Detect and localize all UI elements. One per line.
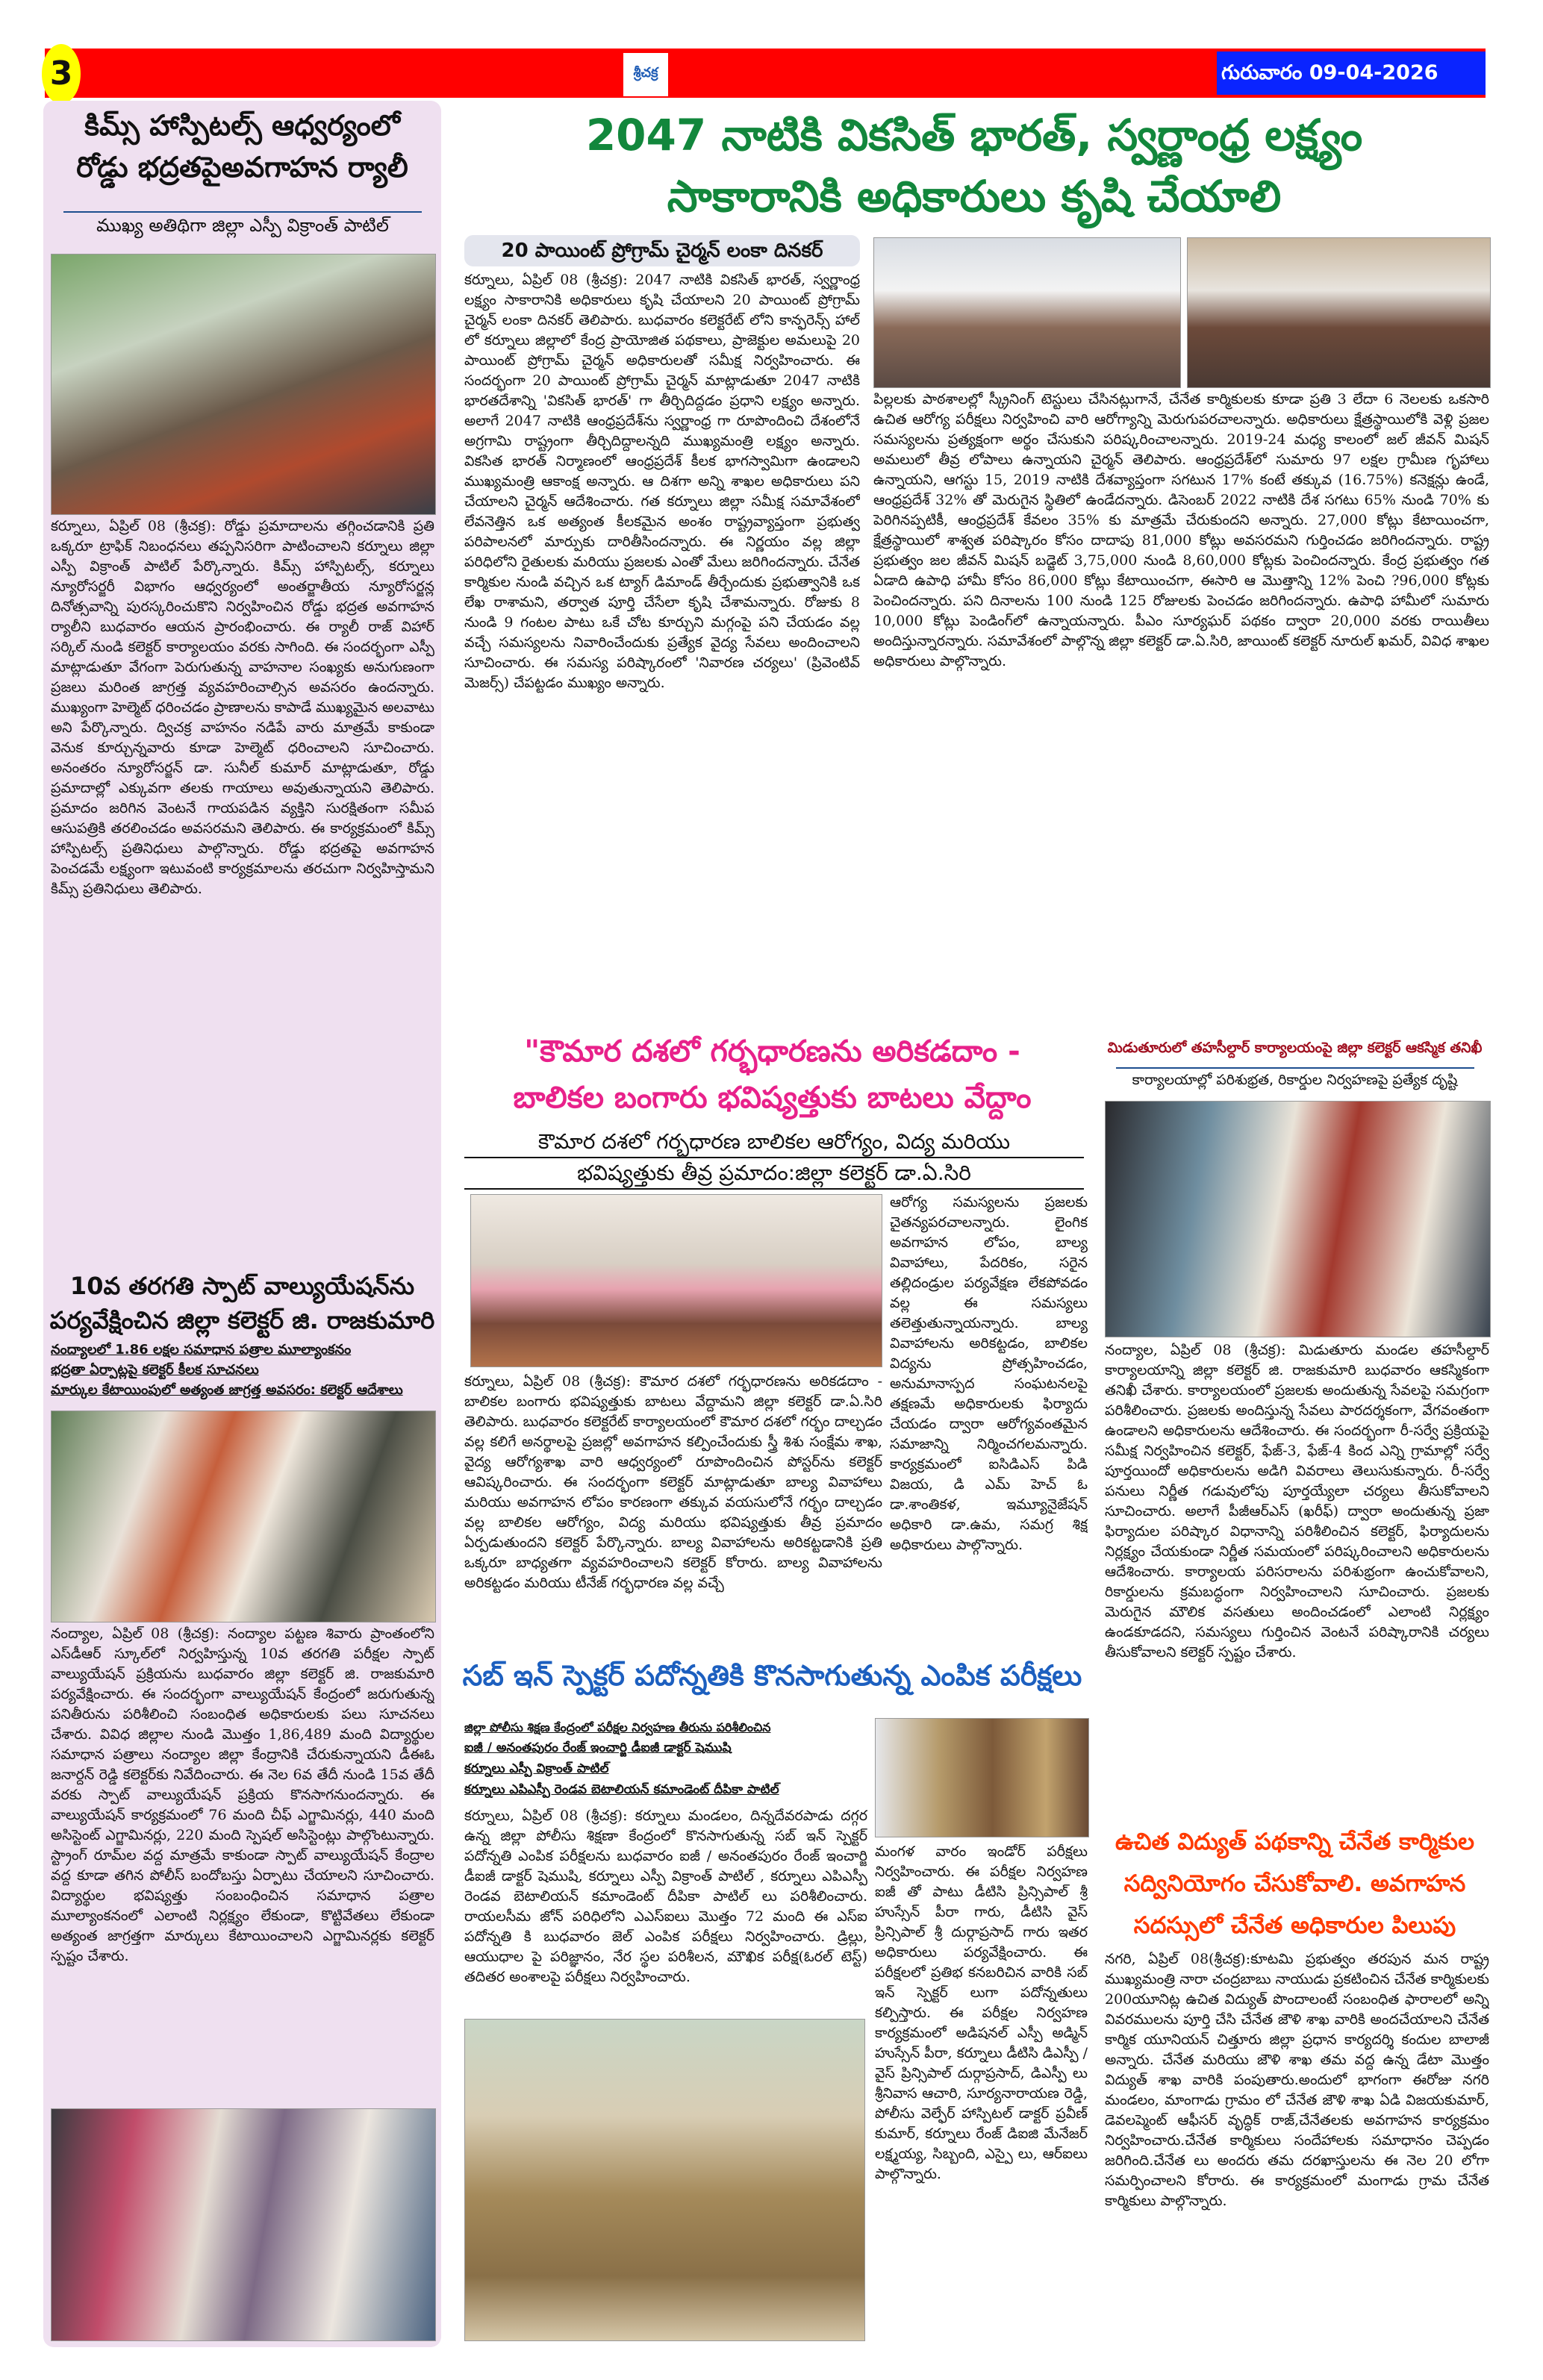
midutur-subhead: కార్యాలయాల్లో పరిశుభ్రత, రికార్డుల నిర్వహణపై ప్రత్యేక దృష్టి [1132, 1072, 1458, 1088]
midutur-headline: మిడుతూరులో తహసీల్దార్ కార్యాలయంపై జిల్లా కలెక్టర్ ఆకస్మిక తనిఖీ [1107, 1040, 1483, 1056]
spot-valuation-subheads: నంద్యాలలో 1.86 లక్షల సమాధాన పత్రాల మూల్యాంకనం భద్రతా ఏర్పాట్లపై కలెక్టర్ కీలక సూచనలు మార్కుల కేటాయింపులో అత్యంత జాగ్రత్త అవసరం: కలెక్టర్ ఆదేశాలు [51, 1342, 403, 1398]
police-drill-photo [464, 2019, 865, 2341]
teen-pregnancy-headline: "కౌమార దశలో గర్భధారణను అరికడదాం - బాలికల బంగారు భవిష్యత్తుకు బాటలు వేద్దాం [513, 1034, 1032, 1115]
kims-subhead: ముఖ్య అతిథిగా జిల్లా ఎస్పీ విక్రాంత్ పాటిల్ [96, 215, 389, 236]
masthead [45, 49, 1486, 98]
spot-valuation-body: నంద్యాల, ఏప్రిల్ 08 (శ్రీచక్ర): నంద్యాల పట్టణ శివారు ప్రాంతంలోని ఎస్‌డీఆర్ స్కూల్‌లో నిర్వహిస్తున్న 10వ తరగతి పరీక్షల స్పాట్ వాల్యుయేషన్ ప్రక్రియను బుధవారం జిల్లా కలెక్టర్ జి. రాజకుమారి పర్యవేక్షించారు. ఈ సందర్భంగా వాల్యుయేషన్ కేంద్రంలో జరుగుతున్న పనితీరును పరిశీలించి సంబంధిత అధికారులకు పలు సూచనలు చేశారు. వివిధ జిల్లాల నుండి మొత్తం 1,86,489 మంది విద్యార్థుల సమాధాన పత్రాలు నంద్యాల జిల్లా కేంద్రానికి చేరుకున్నాయని డీఈఓ జనార్దన్ రెడ్డి కలెక్టర్‌కు నివేదించారు. ఈ నెల 6వ తేదీ నుండి 15వ తేదీ వరకు స్పాట్ వాల్యుయేషన్ ప్రక్రియ కొనసాగనుందన్నారు. ఈ వాల్యుయేషన్ కార్యక్రమంలో 76 మంది చీఫ్ ఎగ్జామినర్లు, 440 మంది అసిస్టెంట్ ఎగ్జామినర్లు, 220 మంది స్పెషల్ అసిస్టెంట్లు పాల్గొంటున్నారు. స్ట్రాంగ్ రూమ్‌ల వద్ద మాత్రమే కాకుండా స్పాట్ వాల్యుయేషన్ కేంద్రాల వద్ద కూడా తగిన పోలీస్ బందోబస్తు ఏర్పాటు చేయాలని సూచించారు. విద్యార్థుల భవిష్యత్తు సంబంధించిన సమాధాన పత్రాల మూల్యాంకనంలో ఎలాంటి నిర్లక్ష్యం లేకుండా, కొట్టివేతలు లేకుండా అత్యంత జాగ్రత్తగా మార్కులు కేటాయించాలని ఎగ్జామినర్లకు కలెక్టర్ స్పష్టం చేశారు. [51, 1625, 434, 1964]
newspaper-logo: శ్రీచక్ర [623, 53, 668, 96]
issue-date: గురువారం 09-04-2026 [1221, 61, 1438, 84]
handloom-headline: ఉచిత విద్యుత్ పథకాన్ని చేనేత కార్మికుల సద్వినియోగం చేసుకోవాలి. అవగాహన సదస్సులో చేనేత అధికారుల పిలుపు [1115, 1828, 1475, 1939]
divider [1116, 1067, 1474, 1069]
teen-pregnancy-subhead: కౌమార దశలో గర్భధారణ బాలికల ఆరోగ్యం, విద్య మరియు భవిష్యత్తుకు తీవ్ర ప్రమాదం:జిల్లా కలెక్టర్ డా.ఏ.సిరి [464, 1127, 1084, 1190]
rally-photo [51, 254, 436, 515]
si-exam-headline: సబ్ ఇన్ స్పెక్టర్ పదోన్నతికి కొనసాగుతున్న ఎంపిక పరీక్షలు [462, 1659, 1082, 1692]
si-exam-subheads: జిల్లా పోలీసు శిక్షణ కేంద్రంలో పరీక్షల నిర్వహణ తీరును పరిశీలించిన ఐజీ / అనంతపురం రేంజ్ ఇంచార్జి డీఐజీ డాక్టర్ షెముషి కర్నూలు ఎస్పీ విక్రాంత్ పాటిల్ కర్నూలు ఎపిఎస్పీ రెండవ బెటాలియన్ కమాండెంట్ దీపికా పాటిల్ [464, 1720, 779, 1797]
kims-headline: కిమ్స్ హాస్పిటల్స్ ఆధ్వర్యంలో రోడ్డు భద్రతపైఅవగాహన ర్యాలీ [76, 109, 408, 184]
main-headline: 2047 నాటికి వికసిత్ భారత్, స్వర్ణాంధ్ర లక్ష్యం సాకారానికి అధికారులు కృషి చేయాలి [585, 110, 1363, 222]
divider [63, 211, 422, 213]
twenty-point-body-right: పిల్లలకు పాఠశాలల్లో స్క్రీనింగ్ టెస్టులు చేసినట్లుగానే, చేనేత కార్మికులకు కూడా ప్రతి 3 లేదా 6 నెలలకు ఒకసారి ఉచిత ఆరోగ్య పరీక్షలు నిర్వహించి వారి ఆరోగ్యాన్ని మెరుగుపరచాలన్నారు. అధికారులు క్షేత్రస్థాయిలోకి వెళ్లి ప్రజల సమస్యలను ప్రత్యక్షంగా అర్థం చేసుకుని పరిష్కరించాలన్నారు. 2019-24 మధ్య కాలంలో జల్ జీవన్ మిషన్ అమలులో తీవ్ర లోపాలు ఉన్నాయని చైర్మన్ తెలిపారు. ఆంధ్రప్రదేశ్‌లో సుమారు 97 లక్షల గ్రామీణ గృహాలు ఉన్నాయని, ఆగస్టు 15, 2019 నాటికి దేశవ్యాప్తంగా సగటున 17% కంటే తక్కువ (16.75%) కనెక్షన్లు ఉండే, ఆంధ్రప్రదేశ్ 32% తో మెరుగైన స్థితిలో ఉండేదన్నారు. డిసెంబర్ 2022 నాటికి దేశ సగటు 65% నుండి 70% కు పెరిగినప్పటికీ, ఆంధ్రప్రదేశ్ కేవలం 35% కు మాత్రమే చేరుకుందని అన్నారు. 27,000 కోట్లు కేటాయించగా, క్షేత్రస్థాయిలో శాశ్వత పరిష్కారం కోసం దాదాపు 81,000 కోట్లు అవసరమని గుర్తించడం జరిగిందన్నారు. రాష్ట్ర ప్రభుత్వం జల జీవన్ మిషన్ బడ్జెట్ 3,75,000 నుండి 8,60,000 కోట్లకు పెంచిందన్నారు. కేంద్ర ప్రభుత్వం గత ఏడాది ఉపాధి హామీ కోసం 86,000 కోట్లు కేటాయించగా, ఈసారి ఆ మొత్తాన్ని 12% పెంచి ?96,000 కోట్లకు పెంచిందన్నారు. పని దినాలను 100 నుండి 125 రోజులకు పెంచడం జరిగిందన్నారు. ఉపాధి హామీలో సుమారు 10,000 కోట్లు పెండింగ్‌లో ఉన్నాయన్నారు. పీఎం సూర్యఘర్ పథకం ద్వారా 20,000 వరకు రాయితీలు అందిస్తున్నారన్నారు. సమావేశంలో పాల్గొన్న జిల్లా కలెక్టర్ డా.ఏ.సిరి, జాయింట్ కలెక్టర్ నూరుల్ ఖమర్, వివిధ శాఖల అధికారులు పాల్గొన్నారు. [873, 391, 1489, 669]
midutur-body: నంద్యాల, ఏప్రిల్ 08 (శ్రీచక్ర): మిడుతూరు మండల తహసీల్దార్ కార్యాలయాన్ని జిల్లా కలెక్టర్ జి. రాజకుమారి బుధవారం ఆకస్మికంగా తనిఖీ చేశారు. కార్యాలయంలో ప్రజలకు అందుతున్న సేవలపై సమగ్రంగా పరిశీలించారు. ప్రజలకు అందిస్తున్న సేవలు పారదర్శకంగా, వేగవంతంగా ఉండాలని అధికారులను ఆదేశించారు. ఈ సందర్భంగా రీ-సర్వే ప్రక్రియపై సమీక్ష నిర్వహించిన కలెక్టర్, ఫేజ్-3, ఫేజ్-4 కింద ఎన్ని గ్రామాల్లో సర్వే పూర్తయిందో అధికారులను అడిగి వివరాలు తెలుసుకున్నారు. రీ-సర్వే పనులు నిర్ణీత గడువులోపు పూర్తయ్యేలా చర్యలు తీసుకోవాలని సూచించారు. అలాగే పీజీఆర్ఎస్ (ఖరీఫ్) ద్వారా అందుతున్న ప్రజా ఫిర్యాదుల పరిష్కార విధానాన్ని పరిశీలించిన కలెక్టర్, ఫిర్యాదులను నిర్లక్ష్యం చేయకుండా నిర్ణీత సమయంలో పరిష్కరించాలని అధికారులను ఆదేశించారు. కార్యాలయ పరిసరాలను పరిశుభ్రంగా ఉంచుకోవాలని, రికార్డులను క్రమబద్ధంగా నిర్వహించాలని సూచించారు. ప్రజలకు మెరుగైన మౌలిక వసతులు అందించడంలో ఎలాంటి నిర్లక్ష్యం ఉండకూడదని, సమస్యలు గుర్తించిన వెంటనే పరిష్కారానికి చర్యలు తీసుకోవాలని కలెక్టర్ స్పష్టం చేశారు. [1105, 1342, 1489, 1661]
collector-visit-photo [51, 2108, 436, 2341]
page-number: 3 [49, 54, 73, 93]
twenty-point-body-left: కర్నూలు, ఏప్రిల్ 08 (శ్రీచక్ర): 2047 నాటికి వికసిత్ భారత్, స్వర్ణాంధ్ర లక్ష్యం సాకారానికి అధికారులు కృషి చేయాలని 20 పాయింట్ ప్రోగ్రామ్ చైర్మన్ లంకా దినకర్ తెలిపారు. బుధవారం కలెక్టరేట్ లోని కాన్ఫరెన్స్ హాల్ లో కర్నూలు జిల్లాలో కేంద్ర ప్రాయోజిత పథకాలు, ప్రాజెక్టుల అమలుపై 20 పాయింట్ ప్రోగ్రామ్ చైర్మన్ అధికారులతో సమీక్ష నిర్వహించారు. ఈ సందర్భంగా 20 పాయింట్ ప్రోగ్రామ్ చైర్మన్ మాట్లాడుతూ 2047 నాటికి భారతదేశాన్ని 'వికసిత్ భారత్' గా తీర్చిదిద్దడం ప్రధాని లక్ష్యం అన్నారు. అలాగే 2047 నాటికి ఆంధ్రప్రదేశ్‌ను స్వర్ణాంధ్ర గా రూపొందించి దేశంలోనే అగ్రగామి రాష్ట్రంగా తీర్చిదిద్దాలన్నది ముఖ్యమంత్రి లక్ష్యం అన్నారు. వికసిత భారత్ నిర్మాణంలో ఆంధ్రప్రదేశ్ కీలక భాగస్వామిగా ఉండాలని ముఖ్యమంత్రి ఆకాంక్ష అన్నారు. ఆ దిశగా అన్ని శాఖల అధికారులు పని చేయాలని చైర్మన్ ఆదేశించారు. గత కర్నూలు జిల్లా సమీక్ష సమావేశంలో లేవనెత్తిన ఒక అత్యంత కీలకమైన అంశం రాష్ట్రవ్యాప్తంగా ప్రభుత్వ పరిపాలనలో మార్పుకు దారితీసిందన్నారు. ఈ నిర్ణయం వల్ల జిల్లా పరిధిలోని రైతులకు మరియు ప్రజలకు ఎంతో మేలు జరిగిందన్నారు. చేనేత కార్మికుల నుండి వచ్చిన ఒక ట్యాగ్ డిమాండ్ తీర్చేందుకు ప్రభుత్వానికి ఒక లేఖ రాశామని, తర్వాత పూర్తి చేసేలా కృషి చేశామన్నారు. రోజుకు 8 నుండి 9 గంటల పాటు ఒకే చోట కూర్చుని మగ్గంపై పని చేయడం వల్ల వచ్చే సమస్యలను నివారించేందుకు ప్రత్యేక వైద్య సేవలు అందించాలని సూచించారు. ఈ సమస్య పరిష్కారంలో 'నివారణ చర్యలు' (ప్రివెంటివ్ మెజర్స్) చేపట్టడం ముఖ్యం అన్నారు. [464, 272, 860, 691]
si-exam-body-side: మంగళ వారం ఇండోర్ పరీక్షలు నిర్వహించారు. ఈ పరీక్షల నిర్వహణ ఐజీ తో పాటు డీటిసి ప్రిన్సిపాల్ శ్రీ హుస్సేన్ పీరా గారు, డీటిసి వైస్ ప్రిన్సిపాల్ శ్రీ దుర్గాప్రసాద్ గారు ఇతర అధికారులు పర్యవేక్షించారు. ఈ పరీక్షలలో ప్రతిభ కనబరిచిన వారికి సబ్ ఇన్ స్పెక్టర్ లుగా పదోన్నతులు కల్పిస్తారు. ఈ పరీక్షల నిర్వహణ కార్యక్రమంలో అడిషనల్ ఎస్పీ అడ్మిన్ హుస్సేన్ పీరా, కర్నూలు డీటిసి డిఎస్పీ / వైస్ ప్రిన్సిపాల్ దుర్గాప్రసాద్, డిఎస్పీ లు శ్రీనివాస ఆచారి, సూర్యనారాయణ రెడ్డి, పోలీసు వెల్ఫేర్ హాస్పిటల్ డాక్టర్ ప్రవీణ్ కుమార్, కర్నూలు రేంజ్ డిఐజి మేనేజర్ లక్ష్మయ్య, సిబ్బంది, ఎస్పై లు, ఆర్ఐలు పాల్గొన్నారు. [875, 1843, 1088, 2182]
tahsildar-office-photo [1105, 1101, 1491, 1337]
review-meeting-photo-1 [873, 237, 1181, 388]
review-meeting-photo-2 [1187, 237, 1491, 388]
valuation-photo [51, 1411, 436, 1622]
si-exam-body: కర్నూలు, ఏప్రిల్ 08 (శ్రీచక్ర): కర్నూలు మండలం, దిన్నదేవరపాడు దగ్గర ఉన్న జిల్లా పోలీసు శిక్షణా కేంద్రంలో కొనసాగుతున్న సబ్ ఇన్ స్పెక్టర్ పదోన్నతి ఎంపిక పరీక్షలను బుధవారం ఐజీ / అనంతపురం రేంజ్ ఇంచార్జి డీఐజీ డాక్టర్ షెముషి, కర్నూలు ఎస్పీ విక్రాంత్ పాటిల్ , కర్నూలు ఎపిఎస్పీ రెండవ బెటాలియన్ కమాండెంట్ దీపికా పాటిల్ లు పరిశీలించారు. రాయలసీమ జోన్ పరిధిలోని ఎఎస్ఐలు మొత్తం 72 మంది ఈ ఎస్ఐ పదోన్నతి కి బుధవారం జెల్ ఎంపిక పరీక్షలు నిర్వహించారు. డ్రిల్లు, ఆయుధాల పై పరిజ్ఞానం, నేర స్థల పరిశీలన, మౌఖిక పరీక్ష(ఓరల్ టెస్ట్) తదితర అంశాలపై పరీక్షలు నిర్వహించారు. [464, 1808, 867, 1985]
date-box [1217, 51, 1486, 95]
exam-interview-photo [875, 1718, 1089, 1837]
kims-body: కర్నూలు, ఏప్రిల్ 08 (శ్రీచక్ర): రోడ్డు ప్రమాదాలను తగ్గించడానికి ప్రతి ఒక్కరూ ట్రాఫిక్ నిబంధనలు తప్పనిసరిగా పాటించాలని కర్నూలు జిల్లా ఎస్పీ విక్రాంత్ పాటిల్ పేర్కొన్నారు. కిమ్స్ హాస్పిటల్స్, కర్నూలు న్యూరోసర్జరీ విభాగం ఆధ్వర్యంలో అంతర్జాతీయ న్యూరోసర్జన్ల దినోత్సవాన్ని పురస్కరించుకొని నిర్వహించిన రోడ్డు భద్రత అవగాహన ర్యాలీని బుధవారం ఆయన ప్రారంభించారు. ఈ ర్యాలీ రాజ్ విహార్ సర్కిల్ నుండి కలెక్టర్ కార్యాలయం వరకు సాగింది. ఈ సందర్భంగా ఎస్పీ మాట్లాడుతూ వేగంగా పెరుగుతున్న వాహనాల సంఖ్యకు అనుగుణంగా ప్రజలు మరింత జాగ్రత్త వ్యవహరించాల్సిన అవసరం ఉందన్నారు. ముఖ్యంగా హెల్మెట్ ధరించడం ప్రాణాలను కాపాడే ముఖ్యమైన అలవాటు అని పేర్కొన్నారు. ద్విచక్ర వాహనం నడిపే వారు మాత్రమే కాకుండా వెనుక కూర్చున్నవారు కూడా హెల్మెట్ ధరించాలని సూచించారు. అనంతరం న్యూరోసర్జన్ డా. సునీల్ కుమార్ మాట్లాడుతూ, రోడ్డు ప్రమాదాల్లో ఎక్కువగా తలకు గాయాలు అవుతున్నాయని తెలిపారు. ప్రమాదం జరిగిన వెంటనే గాయపడిన వ్యక్తిని సురక్షితంగా సమీప ఆసుపత్రికి తరలించడం అవసరమని తెలిపారు. ఈ కార్యక్రమంలో కిమ్స్ హాస్పిటల్స్ ప్రతినిధులు పాల్గొన్నారు. రోడ్డు భద్రతపై అవగాహన పెంచడమే లక్ష్యంగా ఇటువంటి కార్యక్రమాలను తరచుగా నిర్వహిస్తామని కిమ్స్ ప్రతినిధులు తెలిపారు. [51, 518, 434, 897]
teen-pregnancy-body: కర్నూలు, ఏప్రిల్ 08 (శ్రీచక్ర): కౌమార దశలో గర్భధారణను అరికడదాం - బాలికల బంగారు భవిష్యత్తుకు బాటలు వేద్దామని జిల్లా కలెక్టర్ డా.ఏ.సిరి తెలిపారు. బుధవారం కలెక్టరేట్ కార్యాలయంలో కౌమార దశలో గర్భం దాల్చడం వల్ల కలిగే అనర్థాలపై ప్రజల్లో అవగాహన కల్పించేందుకు స్త్రీ శిశు సంక్షేమ శాఖ, వైద్య ఆరోగ్యశాఖ వారి ఆధ్వర్యంలో రూపొందించిన పోస్టర్‌ను కలెక్టర్ ఆవిష్కరించారు. ఈ సందర్భంగా కలెక్టర్ మాట్లాడుతూ బాల్య వివాహాలు మరియు అవగాహన లోపం కారణంగా తక్కువ వయసులోనే గర్భం దాల్చడం వల్ల బాలికల ఆరోగ్యం, విద్య మరియు భవిష్యత్తుకు తీవ్ర ప్రమాదం ఏర్పడుతుందని కలెక్టర్ పేర్కొన్నారు. బాల్య వివాహాలను అరికట్టడానికి ప్రతి ఒక్కరూ బాధ్యతగా వ్యవహరించాలని కలెక్టర్ కోరారు. బాల్య వివాహాలను అరికట్టడం మరియు టీనేజ్ గర్భధారణ వల్ల వచ్చే [464, 1373, 882, 1591]
handloom-body: నగరి, ఏప్రిల్ 08(శ్రీచక్ర):కూటమి ప్రభుత్వం తరపున మన రాష్ట్ర ముఖ్యమంత్రి నారా చంద్రబాబు నాయుడు ప్రకటించిన చేనేత కార్మికులకు 200యూనిట్ల ఉచిత విద్యుత్ పొందాలంటే సంబంధిత ఫారాలలో అన్ని వివరములను పూర్తి చేసి చేనేత జౌళి శాఖ వారికి అందచేయాలని చేనేత కార్మిక యూనియన్ చిత్తూరు జిల్లా ప్రధాన కార్యదర్శి కందుల బాలాజీ అన్నారు. చేనేత మరియు జౌళి శాఖ తమ వద్ద ఉన్న డేటా మొత్తం విద్యుత్ శాఖ వారికి పంపుతారు.అందులో భాగంగా ఈరోజు నగరి మండలం, మాంగాడు గ్రామం లో చేనేత జౌళి శాఖ ఏడి విజయకుమార్, డెవలప్మెంట్ ఆఫీసర్ వృద్ధిక్ రాజ్,చేనేతలకు అవగాహన కార్యక్రమం నిర్వహించారు.చేనేత కార్మికులు సందేహాలకు సమాధానం చెప్పడం జరిగింది.చేనేత లు అందరు తమ దరఖాస్తులను ఈ నెల 20 లోగా సమర్పించాలని కోరారు. ఈ కార్యక్రమంలో మంగాడు గ్రామ చేనేత కార్మికులు పాల్గొన్నారు. [1105, 1951, 1489, 2209]
poster-release-photo [470, 1194, 882, 1367]
page-number-badge [42, 44, 81, 104]
spot-valuation-headline: 10వ తరగతి స్పాట్ వాల్యుయేషన్‌ను పర్యవేక్షించిన జిల్లా కలెక్టర్ జి. రాజకుమారి [49, 1272, 435, 1334]
twenty-point-subhead: 20 పాయింట్ ప్రోగ్రామ్ చైర్మన్ లంకా దినకర్ [464, 235, 860, 266]
teen-pregnancy-body-side: ఆరోగ్య సమస్యలను ప్రజలకు చైతన్యపరచాలన్నారు. లైంగిక అవగాహన లోపం, బాల్య వివాహాలు, పేదరికం, సరైన తల్లిదండ్రుల పర్యవేక్షణ లేకపోవడం వల్ల ఈ సమస్యలు తలెత్తుతున్నాయన్నారు. బాల్య వివాహాలను అరికట్టడం, బాలికల విద్యను ప్రోత్సహించడం, అనుమానాస్పద సంఘటనలపై తక్షణమే అధికారులకు ఫిర్యాదు చేయడం ద్వారా ఆరోగ్యవంతమైన సమాజాన్ని నిర్మించగలమన్నారు. కార్యక్రమంలో ఐసిడిఎస్ పిడి విజయ, డి ఎమ్ హెచ్ ఓ డా.శాంతికళ, ఇమ్యూనైజేషన్ అధికారి డా.ఉమ, సమగ్ర శిక్ష అధికారులు పాల్గొన్నారు. [890, 1194, 1088, 1553]
